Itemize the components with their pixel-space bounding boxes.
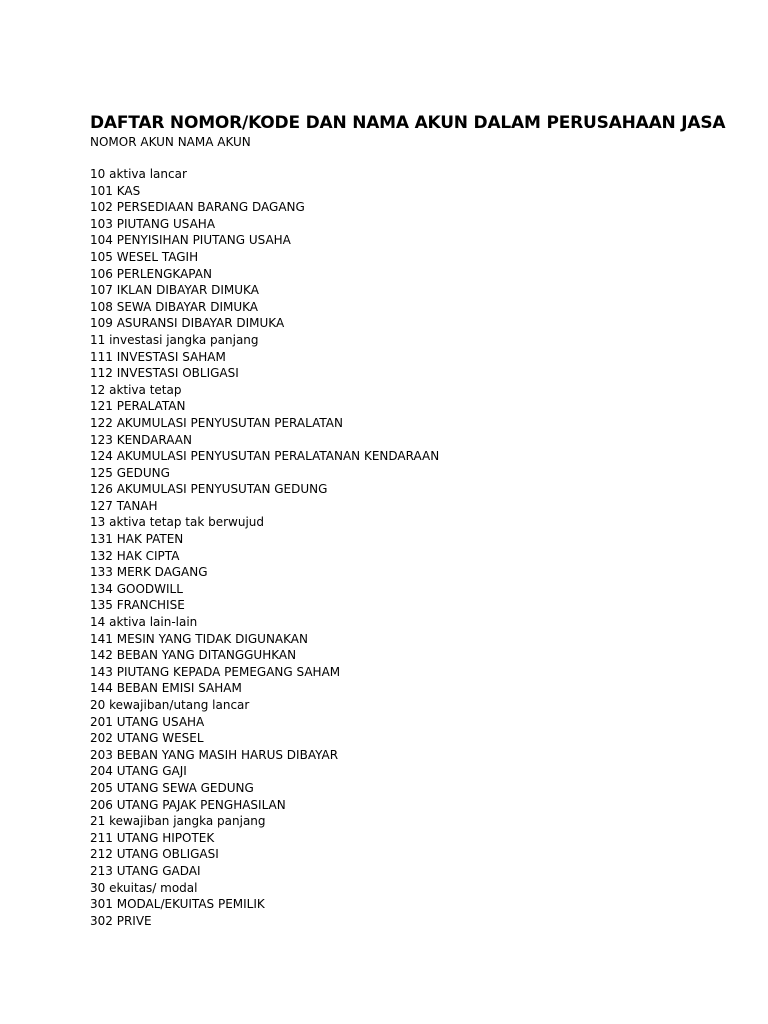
account-entry: 142 BEBAN YANG DITANGGUHKAN	[90, 648, 297, 663]
column-header: NOMOR AKUN NAMA AKUN	[90, 135, 251, 149]
account-entry: 111 INVESTASI SAHAM	[90, 349, 226, 364]
account-entry: 132 HAK CIPTA	[90, 548, 180, 563]
account-entry: 108 SEWA DIBAYAR DIMUKA	[90, 299, 258, 314]
document	[90, 112, 730, 929]
account-entry: 10 aktiva lancar	[90, 167, 187, 181]
account-entry: 121 PERALATAN	[90, 399, 186, 414]
account-entry: 13 aktiva tetap tak berwujud	[90, 515, 265, 530]
account-entry: 135 FRANCHISE	[90, 598, 185, 613]
account-entry: 201 UTANG USAHA	[90, 714, 205, 729]
account-entry: 107 IKLAN DIBAYAR DIMUKA	[90, 283, 259, 298]
account-entry: 203 BEBAN YANG MASIH HARUS DIBAYAR	[90, 747, 339, 762]
account-entry: 144 BEBAN EMISI SAHAM	[90, 681, 242, 696]
account-entry: 103 PIUTANG USAHA	[90, 216, 216, 231]
account-entry: 301 MODAL/EKUITAS PEMILIK	[90, 897, 265, 912]
account-entry: 205 UTANG SEWA GEDUNG	[90, 780, 254, 795]
account-entry: 302 PRIVE	[90, 913, 152, 928]
account-list	[90, 166, 730, 929]
account-entry: 30 ekuitas/ modal	[90, 880, 198, 895]
account-entry: 124 AKUMULASI PENYUSUTAN PERALATANAN KENDARAAN	[90, 449, 440, 464]
account-entry: 127 TANAH	[90, 498, 158, 513]
account-entry: 14 aktiva lain-lain	[90, 615, 198, 630]
account-entry: 204 UTANG GAJI	[90, 764, 187, 779]
account-entry: 123 KENDARAAN	[90, 432, 192, 447]
account-entry: 21 kewajiban jangka panjang	[90, 814, 266, 829]
account-entry: 202 UTANG WESEL	[90, 731, 204, 746]
account-entry: 213 UTANG GADAI	[90, 863, 201, 878]
account-entry: 134 GOODWILL	[90, 581, 183, 596]
account-entry: 141 MESIN YANG TIDAK DIGUNAKAN	[90, 631, 308, 646]
account-entry: 12 aktiva tetap	[90, 382, 182, 397]
account-entry: 109 ASURANSI DIBAYAR DIMUKA	[90, 316, 285, 331]
account-entry: 112 INVESTASI OBLIGASI	[90, 366, 239, 381]
account-entry: 206 UTANG PAJAK PENGHASILAN	[90, 797, 286, 812]
account-entry: 105 WESEL TAGIH	[90, 249, 199, 264]
account-entry: 131 HAK PATEN	[90, 532, 184, 547]
account-entry: 212 UTANG OBLIGASI	[90, 847, 219, 862]
account-entry: 133 MERK DAGANG	[90, 565, 208, 580]
account-entry: 126 AKUMULASI PENYUSUTAN GEDUNG	[90, 482, 328, 497]
account-entry: 101 KAS	[90, 183, 141, 198]
account-entry: 102 PERSEDIAAN BARANG DAGANG	[90, 200, 305, 215]
account-entry: 104 PENYISIHAN PIUTANG USAHA	[90, 233, 291, 248]
account-entry: 125 GEDUNG	[90, 465, 170, 480]
account-entry: 122 AKUMULASI PENYUSUTAN PERALATAN	[90, 415, 343, 430]
account-entry: 143 PIUTANG KEPADA PEMEGANG SAHAM	[90, 664, 341, 679]
account-entry: 20 kewajiban/utang lancar	[90, 698, 250, 712]
account-entry: 11 investasi jangka panjang	[90, 332, 259, 347]
account-entry: 106 PERLENGKAPAN	[90, 266, 212, 281]
document-title: DAFTAR NOMOR/KODE DAN NAMA AKUN DALAM PERUSAHAAN JASA	[90, 113, 726, 133]
account-entry: 211 UTANG HIPOTEK	[90, 830, 215, 845]
